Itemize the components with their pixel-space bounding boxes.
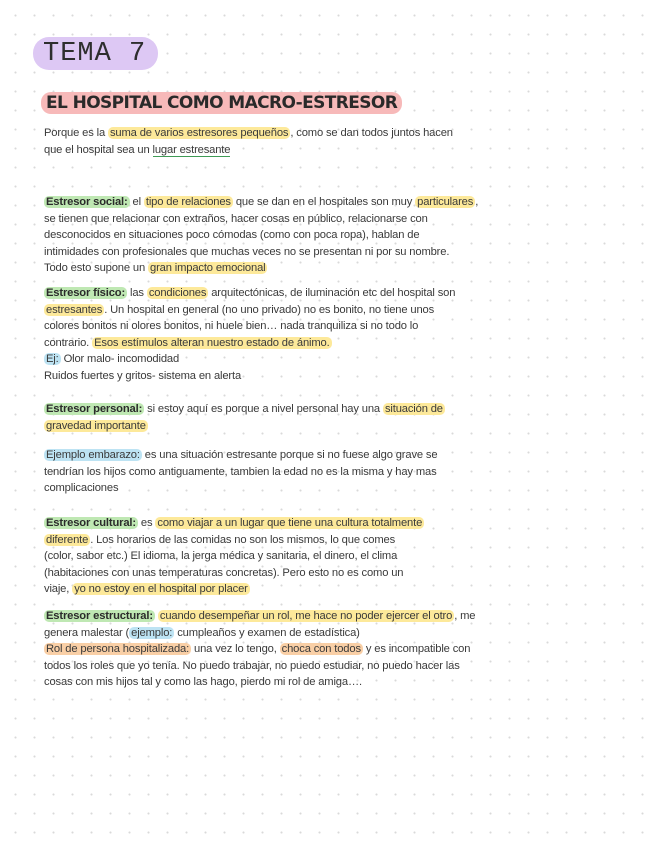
text-line <box>44 302 514 319</box>
text: si estoy aquí es porque a nivel personal hay una <box>144 403 383 415</box>
text: contrario. <box>44 336 93 349</box>
intro-paragraph <box>44 125 514 158</box>
topic-badge: TEMA 7 <box>33 37 158 70</box>
text-line <box>44 260 514 277</box>
highlight: choca con todos <box>281 643 361 655</box>
highlight: cuando desempeñar un rol, me hace no poder ejercer el otro <box>159 610 453 622</box>
text-line <box>44 641 514 658</box>
text: Todo esto supone un <box>44 262 148 274</box>
highlight: condiciones <box>148 287 207 299</box>
cultural-stressor-section <box>44 515 514 598</box>
highlight: situación de <box>384 403 443 415</box>
text-line <box>44 351 514 368</box>
text-line <box>44 285 514 302</box>
section-label: Estresor personal: <box>46 403 143 415</box>
pregnancy-example-section <box>44 447 514 497</box>
text: cumpleaños y examen de estadística) <box>174 626 360 639</box>
physical-stressor-section <box>44 285 514 384</box>
text: Olor malo- incomodidad <box>60 353 180 365</box>
example-label: ejemplo: <box>131 626 173 639</box>
text: . Los horarios de las comidas no son los mismos, lo que comes <box>90 533 396 546</box>
text-line <box>44 401 514 418</box>
text: Porque es la <box>44 127 108 139</box>
structural-stressor-section <box>44 608 514 691</box>
text-line <box>44 194 514 211</box>
text-line: (color, sabor etc.) El idioma, la jerga médica y sanitaria, el dinero, el clima <box>44 550 398 562</box>
text: , <box>475 196 479 208</box>
text-line <box>44 447 514 464</box>
personal-stressor-section <box>44 401 514 434</box>
text-line: se tienen que relacionar con extraños, hacer cosas en público, relacionarse con <box>44 212 428 225</box>
social-stressor-section <box>44 194 514 277</box>
text-line <box>44 532 514 549</box>
highlight: Esos estímulos alteran nuestro estado de ánimo. <box>94 336 330 349</box>
section-label: Estresor físico: <box>46 287 126 299</box>
text-line <box>44 625 514 642</box>
highlight: suma de varios estresores pequeños <box>109 127 289 139</box>
example-label: Ejemplo embarazo: <box>46 449 140 461</box>
text-line <box>44 418 514 435</box>
text: una vez lo tengo, <box>191 643 280 655</box>
text: es <box>137 517 156 529</box>
text-line: (habitaciones con unas temperaturas concretas). Pero esto no es como un <box>44 566 404 579</box>
text-line: todos los roles que yo tenía. No puedo trabajar, no puedo estudiar, no puedo hacer las <box>44 659 460 672</box>
highlight: yo no estoy en el hospital por placer <box>74 583 248 595</box>
text: el <box>129 196 144 208</box>
section-label: Estresor cultural: <box>46 517 136 529</box>
text-line <box>44 515 514 532</box>
text: viaje, <box>44 583 73 595</box>
page-title: EL HOSPITAL COMO MACRO-ESTRESOR <box>41 92 402 114</box>
text: que el hospital sea un <box>44 143 153 156</box>
text: que se dan en el hospitales son muy <box>232 196 416 208</box>
section-label: Estresor estructural: <box>46 610 153 622</box>
highlight: gravedad importante <box>46 419 146 432</box>
text-line <box>44 142 514 159</box>
role-label: Rol de persona hospitalizada: <box>46 643 190 655</box>
section-label: Estresor social: <box>46 196 128 208</box>
highlight: estresantes <box>46 303 103 316</box>
text-line: complicaciones <box>44 482 119 494</box>
text-line <box>44 608 514 625</box>
example-label: Ej: <box>46 353 59 365</box>
text-line: tendrían los hijos como antiguamente, tambien la edad no es la misma y hay mas <box>44 465 437 478</box>
text: , me <box>454 610 476 622</box>
text: y es incompatible con <box>362 643 471 655</box>
text-line <box>44 335 514 352</box>
text-line: Ruidos fuertes y gritos- sistema en alerta <box>44 369 242 382</box>
text-line: intimidades con profesionales que muchas veces no se presentan ni por su nombre. <box>44 245 450 258</box>
highlight: gran impacto emocional <box>150 262 266 274</box>
text-line <box>44 581 514 598</box>
text-line: desconocidos en situaciones poco cómodas (como con poca ropa), hablan de <box>44 229 420 241</box>
text: . Un hospital en general (no uno privado) no es bonito, no tiene unos <box>104 303 435 316</box>
text-line <box>44 125 514 142</box>
highlight: tipo de relaciones <box>145 196 231 208</box>
text-line: colores bonitos ni olores bonitos, ni huele bien… nada tranquiliza si no todo lo <box>44 320 419 332</box>
highlight: diferente <box>46 533 89 546</box>
text: , como se dan todos juntos hacen <box>290 127 453 139</box>
text: genera malestar ( <box>44 626 130 639</box>
text: las <box>127 287 147 299</box>
highlight: particulares <box>417 196 474 208</box>
text: arquitectónicas, de iluminación etc del hospital son <box>208 287 456 299</box>
highlight: como viajar a un lugar que tiene una cultura totalmente <box>157 517 423 529</box>
text-line: cosas con mis hijos tal y como las hago, pierdo mi rol de amiga…. <box>44 676 362 688</box>
underlined-text: lugar estresante <box>152 143 231 156</box>
text: es una situación estresante porque si no fuese algo grave se <box>141 449 438 461</box>
